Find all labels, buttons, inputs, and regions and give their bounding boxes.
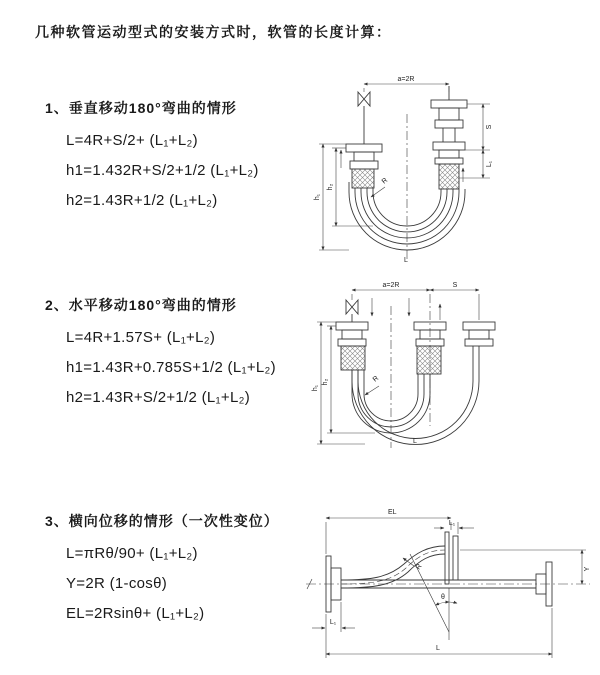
length-label: L: [413, 438, 417, 445]
dim-h1-label: h₁: [312, 384, 319, 392]
angle-arc: [436, 602, 449, 605]
dim-h1-label: h₁: [314, 193, 321, 201]
section-3-heading: 3、横向位移的情形（一次性变位）: [45, 513, 279, 529]
flange: [463, 322, 495, 330]
dim-h2-label: h₂: [327, 183, 334, 191]
dim-el-label: EL: [388, 509, 397, 516]
flange: [336, 322, 368, 330]
formula-l: L=πRθ/90+ (L₁+L₂): [66, 545, 198, 562]
angle-label: θ: [441, 594, 445, 601]
braided-section: [417, 346, 441, 374]
formula-y: Y=2R (1-cosθ): [66, 575, 168, 592]
valve-icon: [358, 92, 370, 106]
section-lateral-offset: [45, 511, 279, 629]
flange: [431, 100, 467, 108]
length-label: L: [404, 257, 408, 264]
section-vertical-bend: [45, 98, 259, 216]
diagram-horizontal-bend: [305, 276, 595, 471]
hose-drawing: [346, 86, 467, 262]
radius-label: R: [371, 374, 381, 384]
dim-l1-left-label: L₁: [329, 619, 337, 626]
braided-section: [352, 169, 374, 188]
valve-icon: [346, 300, 358, 314]
hose-drawing: [336, 294, 495, 448]
dim-span-label: a=2R: [397, 76, 415, 83]
diagram-vertical-bend: [305, 70, 595, 265]
section-1-heading: 1、垂直移动180°弯曲的情形: [45, 100, 237, 116]
radius-label: R: [380, 176, 390, 186]
diagram-labels: [314, 76, 493, 264]
section-2-heading: 2、水平移动180°弯曲的情形: [45, 297, 237, 313]
dimension-lines: [319, 84, 490, 250]
formula-h1: h1=1.432R+S/2+1/2 (L₁+L₂): [66, 162, 259, 179]
formula-h1: h1=1.43R+0.785S+1/2 (L₁+L₂): [66, 359, 276, 376]
diagram-lateral-offset: [298, 500, 598, 670]
dim-h2-label: h₂: [322, 378, 329, 386]
page-title: 几种软管运动型式的安装方式时，软管的长度计算：: [35, 24, 392, 40]
braided-section: [341, 346, 365, 370]
dim-span-label: a=2R: [382, 282, 400, 289]
section-horizontal-bend: [45, 295, 276, 413]
formula-h2: h2=1.43R+S/2+1/2 (L₁+L₂): [66, 389, 251, 406]
formula-el: EL=2Rsinθ+ (L₁+L₂): [66, 605, 205, 622]
length-label: L: [436, 645, 440, 652]
radius-label: R: [414, 562, 424, 572]
braided-section: [439, 164, 459, 189]
hose-drawing: [306, 532, 590, 640]
formula-l: L=4R+S/2+ (L₁+L₂): [66, 132, 198, 149]
dim-l1-top-label: L₁: [448, 520, 456, 527]
dim-l1-label: L₁: [486, 160, 493, 168]
formula-l: L=4R+1.57S+ (L₁+L₂): [66, 329, 216, 346]
flange: [346, 144, 382, 152]
dim-s-label: S: [452, 282, 458, 289]
formula-h2: h2=1.43R+1/2 (L₁+L₂): [66, 192, 218, 209]
flange: [433, 142, 465, 150]
flange: [445, 532, 449, 584]
dim-s-label: S: [486, 124, 493, 130]
angle-arc: [449, 602, 457, 603]
dim-y-label: Y: [584, 566, 591, 572]
